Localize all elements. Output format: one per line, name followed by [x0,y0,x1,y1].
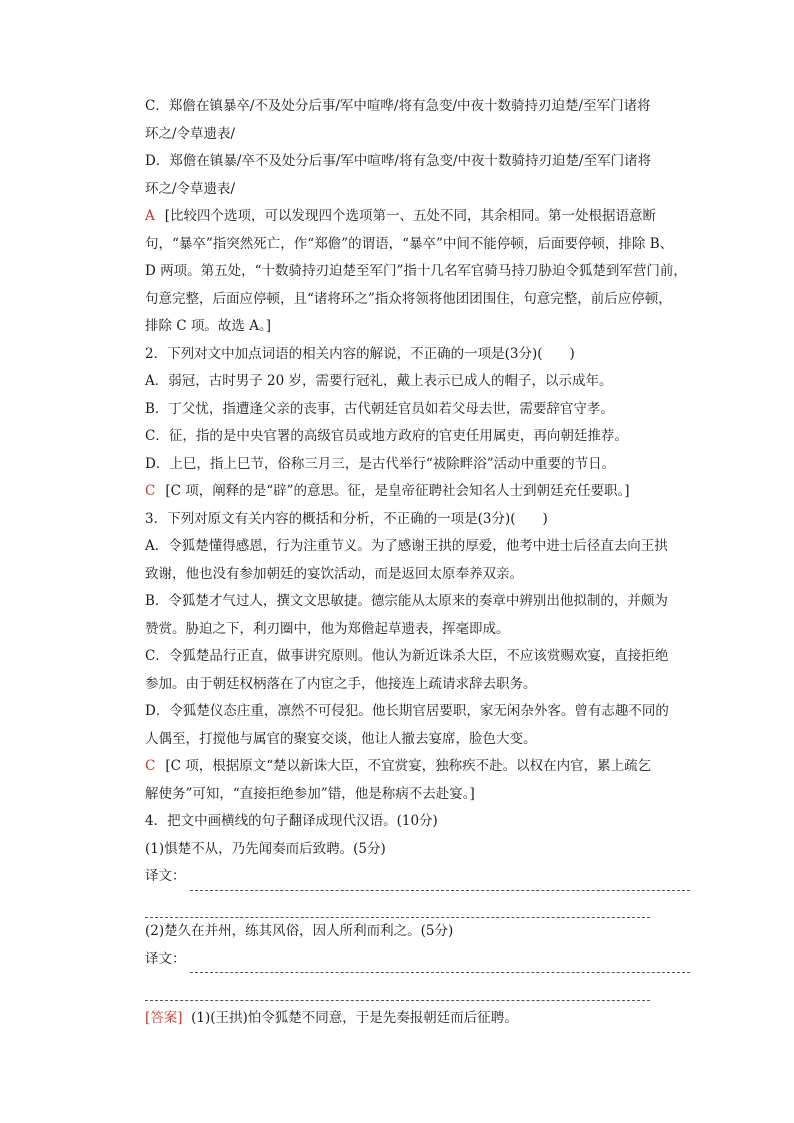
q3-option-a-line1: A．令狐楚懂得感恩，行为注重节义。为了感谢王拱的厚爱，他考中进士后径直去向王拱 [145,538,668,554]
q2-option-b: B．丁父忧，指遭逢父亲的丧事，古代朝廷官员如若父母去世，需要辞官守孝。 [145,400,614,417]
q2-answer-letter: C [145,483,156,499]
q4-answer-line-1b[interactable] [145,899,650,918]
q4-translation-1-row2 [145,891,690,919]
q4-answer-tag: [答案] [145,1009,183,1026]
q1-explanation-line4: 句意完整，后面应停顿，且“诸将环之”指众将领将他团团围住，句意完整，前后应停顿， [145,290,672,307]
q3-explanation-line1 [145,753,690,781]
q3-explanation-line2: 解使务”可知，“直接拒绝参加”错，他是称病不去赴宴。] [145,785,475,802]
q4-translation-label-1: 译文： [145,868,186,884]
q4-answer-text: (1)(王拱)怕令狐楚不同意，于是先奏报朝廷而后征聘。 [191,1009,518,1026]
q3-option-b-line1: B．令狐楚才气过人，撰文文思敏捷。德宗能从太原来的奏章中辨别出他拟制的，并颇为 [145,593,668,609]
q3-answer-letter: C [145,758,156,774]
q1-explanation-line1 [145,203,690,231]
q3-explanation-text: [C 项，根据原文“楚以新诛大臣，不宜赏宴，独称疾不赴。以权在内官，累上疏乞 [165,758,652,774]
q4-answer [145,1005,690,1033]
q3-option-a-line2: 致谢，他也没有参加朝廷的宴饮活动，而是返回太原奉养双亲。 [145,565,523,582]
q2-option-d: D．上巳，指上巳节，俗称三月三，是古代举行“祓除畔浴”活动中重要的节日。 [145,455,616,472]
q3-option-d-line2: 人偶至，打搅他与属官的聚宴交谈，他让人撤去宴席，脸色大变。 [145,730,537,747]
document-content [145,93,690,1032]
q1-option-c-line1: C．郑儋在镇暴卒/不及处分后事/军中喧哗/将有急变/中夜十数骑持刃迫楚/至军门诸将 [145,98,651,114]
q2-explanation-text: [C 项，阐释的是“辟”的意思。征，是皇帝征聘社会知名人士到朝廷充任要职。] [165,483,630,499]
q3-option-c-line1: C．令狐楚品行正直，做事讲究原则。他认为新近诛杀大臣，不应该赏赐欢宴，直接拒绝 [145,648,669,664]
q2-option-c: C．征，指的是中央官署的高级官员或地方政府的官吏任用属吏，再向朝廷推荐。 [145,428,628,444]
q1-answer-letter: A [145,208,155,224]
q1-explanation-line5: 排除 C 项。故选 A。] [145,318,271,334]
q3-stem: 3．下列对原文有关内容的概括和分析，不正确的一项是(3分)( ) [145,510,548,527]
q1-option-c-line2: 环之/令草遗表/ [145,125,236,142]
q2-stem: 2．下列对文中加点词语的相关内容的解说，不正确的一项是(3分)( ) [145,345,575,362]
q2-explanation [145,478,690,506]
q4-translation-label-2: 译文： [145,950,186,967]
q4-translation-2-row [145,946,690,974]
q4-answer-line-1a[interactable] [190,872,691,891]
q3-option-c-line2: 参加。由于朝廷权柄落在了内宦之手，他接连上疏请求辞去职务。 [145,675,537,692]
q4-answer-line-2b[interactable] [145,982,650,1001]
q1-option-d-line1: D．郑儋在镇暴/卒不及处分后事/军中喧哗/将有急变/中夜十数骑持刃迫楚/至军门诸将 [145,153,652,169]
q3-option-d-line1: D．令狐楚仪态庄重，凛然不可侵犯。他长期官居要职，家无闲杂外客。曾有志趣不同的 [145,703,669,719]
q2-option-a: A．弱冠，古时男子 20 岁，需要行冠礼，戴上表示已成人的帽子，以示成年。 [145,373,613,389]
q1-explanation-line2: 句，“暴卒”指突然死亡，作“郑儋”的谓语，“暴卒”中间不能停顿，后面要停顿，排除 B、 [145,235,674,252]
q4-translation-1-row [145,863,690,891]
q3-option-b-line2: 赞赏。胁迫之下，利刃圈中，他为郑儋起草遗表，挥毫即成。 [145,620,510,637]
q1-explanation-line3: D 两项。第五处，“十数骑持刃迫楚至军门”指十几名军官骑马持刀胁迫令狐楚到军营门前， [145,263,687,279]
q1-explanation-text: [比较四个选项，可以发现四个选项第一、五处不同，其余相同。第一处根据语意断 [164,208,657,224]
q1-option-d-line2: 环之/令草遗表/ [145,180,236,197]
q4-sentence-2: (2)楚久在并州，练其风俗，因人所利而利之。(5分) [145,923,454,939]
q4-sentence-1: (1)惧楚不从，乃先闻奏而后致聘。(5分) [145,840,386,857]
q4-translation-2-row2 [145,973,690,1001]
q4-stem: 4．把文中画横线的句子翻译成现代汉语。(10分) [145,813,438,829]
q4-answer-line-2a[interactable] [190,954,691,973]
